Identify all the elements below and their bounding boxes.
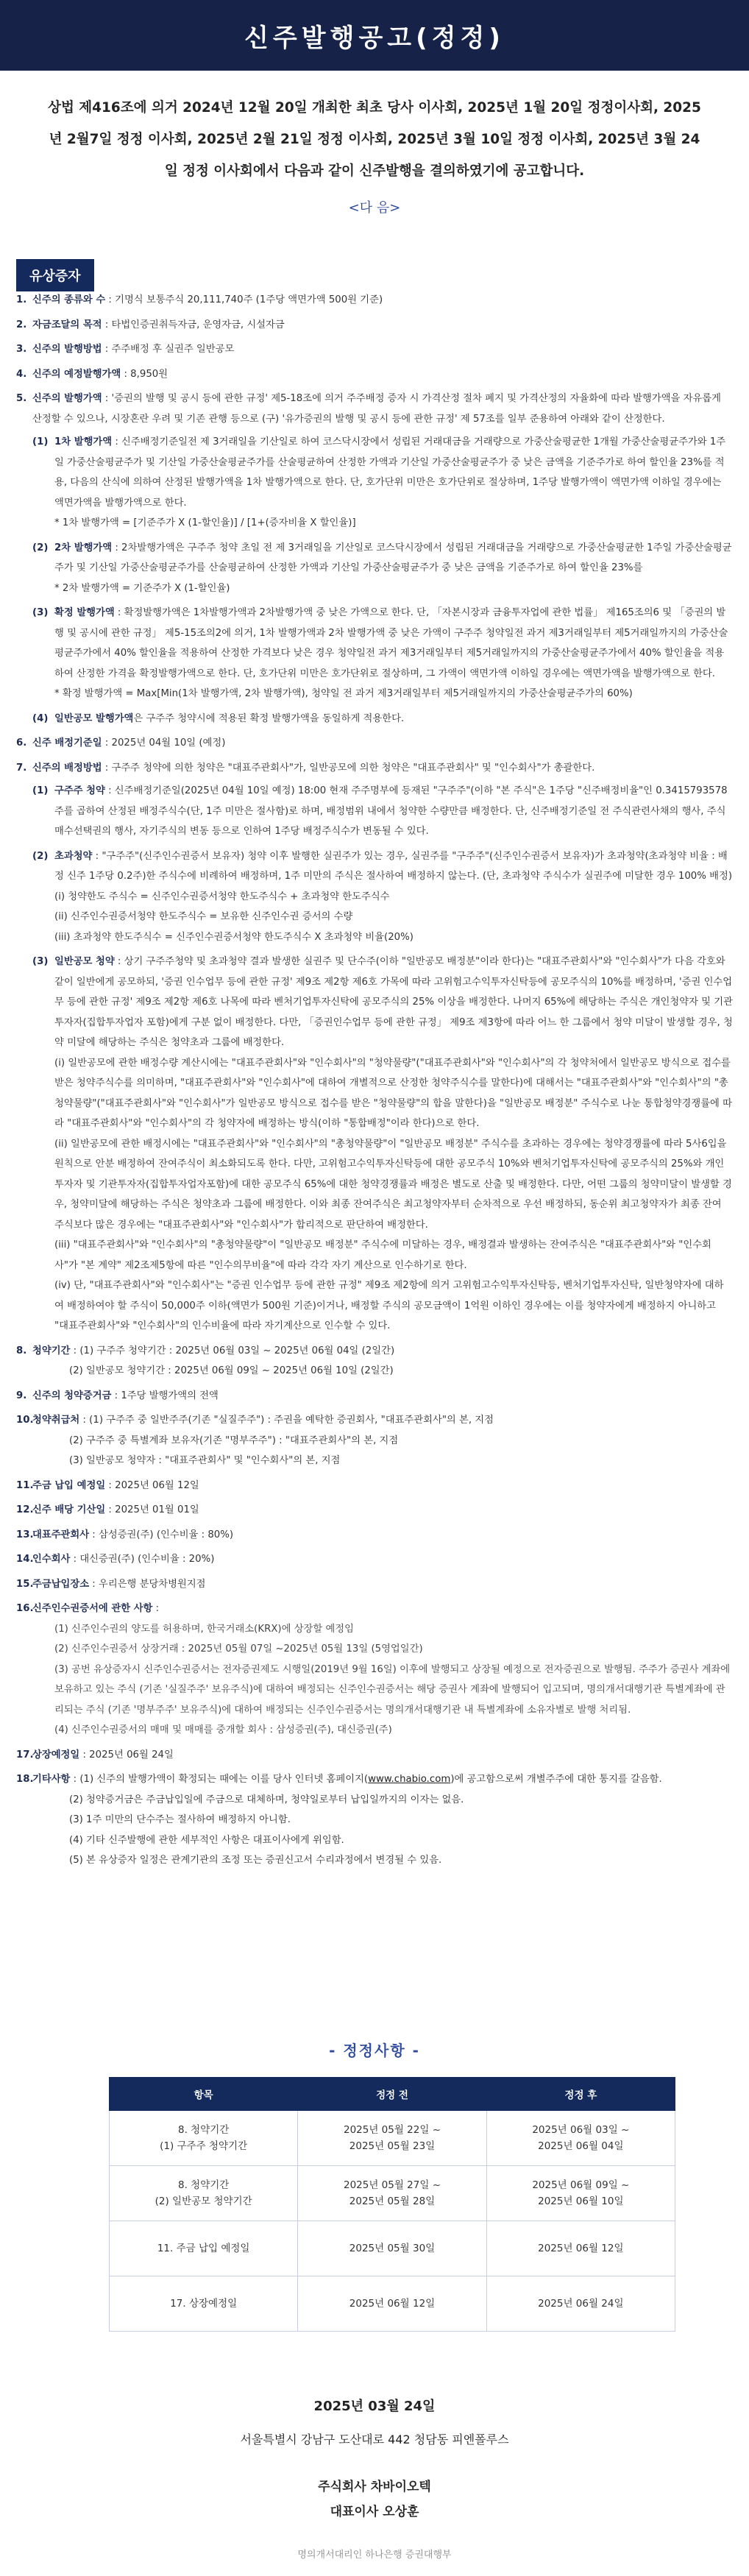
transfer-agent: 명의개서대리인 하나은행 증권대행부 [297,2550,452,2561]
item-7: 7. 신주의 배정방법 : 구주주 청약에 의한 청약은 "대표주관회사"가, 일반공모에 의한 청약은 "대표주관회사" 및 "인수회사"가 총괄한다. (1) 구주주 청약 : 신주배정기준일(2025년 04월 10일 예정) 18:00 현재 주주명부에 등재된 "구주주"(이하 "본 주식"은 1주당 "신주배정비율"인 0.3415793578주를 곱하여 산정된 배정주식수(단, 1주 미만은 절사함)로 하며, 배정범위 내에서 청약한 수량만큼 배정한다. 단, 신주배정기준일 전 주식관련사채의 행사, 주식매수선택권의 행사, 자기주식의 변동 등으로 인하여 1주당 배정주식수가 변동될 수 있다. (2) 초과청약 : "구주주"(신주인수권증서 보유자) 청약 이후 발행한 실권주가 있는 경우, 실권주를 "구주주"(신주인수권증서 보유자)가 초과청약(초과청약 비율 : 배정 신주 1주당 0.2주)한 주식수에 비례하여 배정하며, 1주 미만의 주식은 절사하여 배정하지 않는다. (단, 초과청약 주식수가 실권주에 미달한 경우 100% 배정) (i) 청약한도 주식수 = 신주인수권증서청약 한도주식수 + 초과청약 한도주식수 (ii) 신주인수권증서청약 한도주식수 = 보유한 신주인수권 증서의 수량 (iii) 초과청약 한도주식수 = 신주인수권증서청약 한도주식수 X 초과청약 비율(20%) (3) 일반공모 청약 : 상기 구주주청약 및 초과청약 결과 발생한 실권주 및 단수주(이하 "일반공모 배정분"이라 한다)는 "대표주관회사"와 "인수회사"가 다음 각호와 같이 일반에게 공모하되, '증권 인수업무 등에 관한 규정' 제9조 제2항 제6호 가목에 따라 고위험고수익투자신탁등에 공모주식의 10%를 배정하며, '증권 인수업무 등에 관한 규정' 제9조 제2항 제6호 나목에 따라 벤처기업투자신탁에 공모주식의 25% 이상을 배정한다. 나머지 65%에 해당하는 주식은 개인청약자 및 기관투자자(집합투자업자 포함)에게 구분 없이 배정한다. 다만, 「증권인수업무 등에 관한 규정」 제9조 제3항에 따라 어느 한 그룹에서 청약 미달이 발생할 경우, 청약 미달에 해당하는 주식은 청약초과 그룹에 배정한다. (i) 일반공모에 관한 배정수량 계산시에는 "대표주관회사"와 "인수회사"의 "청약물량"("대표주관회사"와 "인수회사"의 각 청약처에서 일반공모 방식으로 접수를 받은 청약주식수를 의미하며, "대표주관회사"와 "인수회사"에 대하여 개별적으로 산정한 청약주식수를 말한다)에 대해서는 "대표주관회사"와 "인수회사"의 "총청약물량"("대표주관회사"와 "인수회사"가 일반공모 방식으로 접수를 받은 "청약물량"의 합을 말한다)을 "일반공모 배정분" 주식수로 나눈 통합청약경쟁률에 따라 "대표주관회사"와 "인수회사"의 각 청약자에 배정하는 방식(이하 "통합배정"이라 한다)으로 한다. (ii) 일반공모에 관한 배정시에는 "대표주관회사"와 "인수회사"의 "총청약물량"이 "일반공모 배정분" 주식수를 초과하는 경우에는 청약경쟁률에 따라 5사6입을 원칙으로 안분 배정하여 잔여주식이 최소화되도록 한다. 다만, 고위험고수익투자신탁등에 대한 공모주식 10%와 벤처기업투자신탁에 공모주식의 25%와 개인투자자 및 기관투자자(집합투자업자포함)에 대한 공모주식 65%에 대한 청약경쟁률과 배정은 별도로 산출 및 배정한다. 다만, 어떤 그룹의 청약미달이 발생할 경우, 청약미달에 해당하는 주식은 청약초과 그룹에 배정한다. 이와 최종 잔여주식은 최고청약자부터 순차적으로 우선 배정하되, 동순위 최고청약자가 최종 잔여 주식보다 많은 경우에는 "대표주관회사"와 "인수회사"가 합리적으로 판단하여 배정한다. (iii) "대표주관회사"와 "인수회사"의 "총청약물량"이 "일반공모 배정분" 주식수에 미달하는 경우, 배정결과 발생하는 잔여주식은 "대표주관회사"와 "인수회사"가 "본 계약" 제2조제5항에 따른 "인수의무비율"에 따라 각각 자기 계산으로 인수하기로 한다. (iv) 단, "대표주관회사"와 "인수회사"는 "증권 인수업무 등에 관한 규정" 제9조 제2항에 의거 고위험고수익투자신탁등, 벤처기업투자신탁, 일반청약자에 대하여 배정하여야 할 주식이 50,000주 이하(액면가 500원 기준)이거나, 배정할 주식의 공모금액이 1억원 이하인 경우에는 이를 청약자에게 배정하지 아니하고 "대표주관회사"와 "인수회사"의 인수비율에 따라 자기계산으로 인수할 수 있다. [16,758,733,1337]
list-item: (2) 일반공모 청약기간 : 2025년 06월 09일 ~ 2025년 06월 10일 (2일간) [69,1365,394,1376]
header-after: 정정 후 [486,2078,675,2111]
cell-before: 2025년 06월 12일 [298,2276,486,2332]
item-4: 4. 신주의 예정발행가액 : 8,950원 [16,368,168,380]
cell-item: 8. 청약기간 (1) 구주주 청약기간 [110,2111,298,2166]
cell-after: 2025년 06월 09일 ~ 2025년 06월 10일 [486,2166,675,2221]
changes-title: - 정정사항 - [329,2042,420,2059]
list-item: (3) 공번 유상증자시 신주인수권증서는 전자증권제도 시행일(2019년 9월 16일) 이후에 발행되고 상장될 예정으로 전자증권으로 발행됨. 주주가 증권사 계좌에 보유하고 있는 주식 (기존 '실질주주' 보유주식)에 대하여 배정되는 신주인수권증서는 해당 증권사 계좌에 발행되어 입고되며, 명의개서대행기관 특별계좌에 관리되는 주식 (기존 '명부주주' 보유주식)에 대하여 배정되는 신주인수권증서는 명의개서대행기관 내 특별계좌에 소유자별로 발행 처리됨. [54,1663,731,1716]
table-row [110,2221,675,2276]
item-2: 2. 자금조달의 목적 : 타법인증권취득자금, 운영자금, 시설자금 [16,319,285,330]
list-item: (4) 기타 신주발행에 관한 세부적인 사항은 대표이사에게 위임함. [69,1834,344,1846]
title-banner [0,0,749,71]
list-item: (2) 구주주 중 특별계좌 보유자(기존 "명부주주") : "대표주관회사"의 본, 지점 [69,1434,399,1446]
cell-after: 2025년 06월 03일 ~ 2025년 06월 04일 [486,2111,675,2166]
section-badge: 유상증자 [16,259,94,291]
item-7-2: (2) 초과청약 : "구주주"(신주인수권증서 보유자) 청약 이후 발행한 실권주가 있는 경우, 실권주를 "구주주"(신주인수권증서 보유자)가 초과청약(초과청약 비율 : 배정 신주 1주당 0.2주)한 주식수에 비례하여 배정하며, 1주 미만의 주식은 절사하여 배정하지 않는다. (단, 초과청약 주식수가 실권주에 미달한 경우 100% 배정) (i) 청약한도 주식수 = 신주인수권증서청약 한도주식수 + 초과청약 한도주식수 (ii) 신주인수권증서청약 한도주식수 = 보유한 신주인수권 증서의 수량 (iii) 초과청약 한도주식수 = 신주인수권증서청약 한도주식수 X 초과청약 비율(20%) [32,846,733,948]
item-7-1: (1) 구주주 청약 : 신주배정기준일(2025년 04월 10일 예정) 18:00 현재 주주명부에 등재된 "구주주"(이하 "본 주식"은 1주당 "신주배정비율"인 0.3415793578주를 곱하여 산정된 배정주식수(단, 1주 미만은 절사함)로 하며, 배정범위 내에서 청약한 수량만큼 배정한다. 단, 신주배정기준일 전 주식관련사채의 행사, 주식매수선택권의 행사, 자기주식의 변동 등으로 인하여 1주당 배정주식수가 변동될 수 있다. [32,785,728,837]
company-address: 서울특별시 강남구 도산대로 442 청담동 피엔폴루스 [240,2432,509,2446]
dageum-label: <다 음> [348,200,401,216]
item-16: 16. 신주인수권증서에 관한 사항 : (1) 신주인수권의 양도를 허용하며, 한국거래소(KRX)에 상장할 예정임 (2) 신주인수권증서 상장거래 : 2025년 05월 07일 ~2025년 05월 13일 (5영업일간) (3) 공번 유상증자시 신주인수권증서는 전자증권제도 시행일(2019년 9월 16일) 이후에 발행되고 상장될 예정으로 전자증권으로 발행됨. 주주가 증권사 계좌에 보유하고 있는 주식 (기존 '실질주주' 보유주식)에 대하여 배정되는 신주인수권증서는 해당 증권사 계좌에 발행되어 입고되며, 명의개서대행기관 특별계좌에 관리되는 주식 (기존 '명부주주' 보유주식)에 대하여 배정되는 신주인수권증서는 명의개서대행기관 내 특별계좌에 소유자별로 발행 처리됨. (4) 신주인수권증서의 매매 및 매매를 중개할 회사 : 삼성증권(주), 대신증권(주) [16,1599,733,1741]
formula-2: * 2차 발행가액 = 기준주가 X (1-할인율) [54,582,230,594]
cell-before: 2025년 05월 27일 ~ 2025년 05월 28일 [298,2166,486,2221]
table-row [110,2166,675,2221]
list-item: (iv) 단, "대표주관회사"와 "인수회사"는 "증권 인수업무 등에 관한 규정" 제9조 제2항에 의거 고위험고수익투자신탁등, 벤처기업투자신탁, 일반청약자에 대하여 배정하여야 할 주식이 50,000주 이하(액면가 500원 기준)이거나, 배정할 주식의 공모금액이 1억원 이하인 경우에는 이를 청약자에게 배정하지 아니하고 "대표주관회사"와 "인수회사"의 인수비율에 따라 자기계산으로 인수할 수 있다. [54,1280,724,1331]
item-8: 8. 청약기간 : (1) 구주주 청약기간 : 2025년 06월 03일 ~ 2025년 06월 04일 (2일간) (2) 일반공모 청약기간 : 2025년 06월 09일 ~ 2025년 06월 10일 (2일간) [16,1341,733,1381]
cell-before: 2025년 05월 30일 [298,2221,486,2276]
item-6: 6. 신주 배정기준일 : 2025년 04월 10일 (예정) [16,737,226,749]
item-3: 3. 신주의 발행방법 : 주주배정 후 실권주 일반공모 [16,344,235,355]
list-item: (ii) 일반공모에 관한 배정시에는 "대표주관회사"와 "인수회사"의 "총청약물량"이 "일반공모 배정분" 주식수를 초과하는 경우에는 청약경쟁률에 따라 5사6입을 원칙으로 안분 배정하여 잔여주식이 최소화되도록 한다. 다만, 고위험고수익투자신탁등에 대한 공모주식 10%와 벤처기업투자신탁에 공모주식의 25%와 개인투자자 및 기관투자자(집합투자업자포함)에 대한 공모주식 65%에 대한 청약경쟁률과 배정은 별도로 산출 및 배정한다. 다만, 어떤 그룹의 청약미달이 발생할 경우, 청약미달에 해당하는 주식은 청약초과 그룹에 배정한다. 이와 최종 잔여주식은 최고청약자부터 순차적으로 우선 배정하되, 동순위 최고청약자가 최종 잔여 주식보다 많은 경우에는 "대표주관회사"와 "인수회사"가 합리적으로 판단하여 배정한다. [54,1138,732,1231]
list-item: (i) 일반공모에 관한 배정수량 계산시에는 "대표주관회사"와 "인수회사"의 "청약물량"("대표주관회사"와 "인수회사"의 각 청약처에서 일반공모 방식으로 접수를 받은 청약주식수를 의미하며, "대표주관회사"와 "인수회사"에 대하여 개별적으로 산정한 청약주식수를 말한다)에 대해서는 "대표주관회사"와 "인수회사"의 "총청약물량"("대표주관회사"와 "인수회사"가 일반공모 방식으로 접수를 받은 "청약물량"의 합을 말한다)을 "일반공모 배정분" 주식수로 나눈 통합청약경쟁률에 따라 "대표주관회사"와 "인수회사"의 각 청약자에 배정하는 방식(이하 "통합배정"이라 한다)으로 한다. [54,1057,732,1129]
cell-item: 17. 상장예정일 [110,2276,298,2332]
item-5: 5. 신주의 발행가액 : '증권의 발행 및 공시 등에 관한 규정' 제5-18조에 의거 주주배정 증자 시 가격산정 절차 폐지 및 가격산정의 자율화에 따라 발행가액을 자유롭게 산정할 수 있으나, 시장혼란 우려 및 기존 관행 등으로 (구) '유가증권의 발행 및 공시 등에 관한 규정' 제 57조를 일부 준용하여 아래와 같이 산정한다. (1) 1차 발행가액 : 신주배정기준일전 제 3거래일을 기산일로 하여 코스닥시장에서 성립된 거래대금을 거래량으로 가중산술평균한 1개월 가중산술평균주가와 1주일 가중산술평균주가 및 기산일 가중산술평균주가를 산술평균하여 산정한 가액과 기산일 가중산술평균주가 중 낮은 금액을 기준주가로 하여 할인율 23%를 적용, 다음의 산식에 의하여 산정된 발행가액을 1차 발행가액으로 한다. 단, 호가단위 미만은 호가단위로 절상하며, 1주당 발행가액이 액면가액 이하일 경우에는 액면가액을 발행가액으로 한다. * 1차 발행가액 = [기준주가 X (1-할인율)] / [1+(증자비율 X 할인율)] (2) 2차 발행가액 : 2차발행가액은 구주주 청약 초일 전 제 3거래일을 기산일로 코스닥시장에서 성립된 거래대금을 거래량으로 가중산술평균한 1주일 가중산술평균주가 및 기산일 가중산술평균주가를 산술평균하여 산정한 가액과 기산일 가중산술평균주가 중 낮은 금액을 기준주가로 하여 할인율 23%를 * 2차 발행가액 = 기준주가 X (1-할인율) (3) 확정 발행가액 : 확정발행가액은 1차발행가액과 2차발행가액 중 낮은 가액으로 한다. 단, 「자본시장과 금융투자업에 관한 법률」 제165조의6 및 「증권의 발행 및 공시에 관한 규정」 제5-15조의2에 의거, 1차 발행가액과 2차 발행가액 중 낮은 가액이 구주주 청약일전 과거 제3거래일부터 제5거래일까지의 가중산술평균주가에서 40% 할인율을 적용하여 산정한 가격보다 낮은 경우 청약일전 과거 제3거래일부터 제5거래일까지의 가중산술평균주가에서 40% 할인율을 적용하여 산정한 가격을 확정발행가액으로 한다. 단, 호가단위 미만은 호가단위로 절상하며, 그 가액이 액면가액 이하일 경우에는 액면가액을 발행가액으로 한다. * 확정 발행가액 = Max[Min(1차 발행가액, 2차 발행가액), 청약일 전 과거 제3거래일부터 제5거래일까지의 가중산술평균주가의 60%) (4) 일반공모 발행가액은 구주주 청약시에 적용된 확정 발행가액을 동일하게 적용한다. [16,389,733,729]
cell-before: 2025년 05월 22일 ~ 2025년 05월 23일 [298,2111,486,2166]
list-item: (2) 신주인수권증서 상장거래 : 2025년 05월 07일 ~2025년 05월 13일 (5영업일간) [54,1643,423,1655]
notice-body [16,290,733,1875]
item-5-4: (4) 일반공모 발행가액은 구주주 청약시에 적용된 확정 발행가액을 동일하게 적용한다. [32,712,405,724]
item-14: 14. 인수회사 : 대신증권(주) (인수비율 : 20%) [16,1554,215,1565]
item-10: 10. 청약취급처 : (1) 구주주 중 일반주주(기존 "실질주주") : 주권을 예탁한 증권회사, "대표주관회사"의 본, 지점 (2) 구주주 중 특별계좌 보유자(기존 "명부주주") : "대표주관회사"의 본, 지점 (3) 일반공모 청약자 : "대표주관회사" 및 "인수회사"의 본, 지점 [16,1410,733,1471]
company-name: 주식회사 차바이오텍 [318,2480,431,2494]
table-row [110,2111,675,2166]
item-5-2: (2) 2차 발행가액 : 2차발행가액은 구주주 청약 초일 전 제 3거래일을 기산일로 코스닥시장에서 성립된 거래대금을 거래량으로 가중산술평균한 1주일 가중산술평균주가 및 기산일 가중산술평균주가를 산술평균하여 산정한 가액과 기산일 가중산술평균주가 중 낮은 금액을 기준주가로 하여 할인율 23%를 * 2차 발행가액 = 기준주가 X (1-할인율) [32,538,733,599]
list-item: (i) 청약한도 주식수 = 신주인수권증서청약 한도주식수 + 초과청약 한도주식수 [54,891,390,902]
table-row [110,2276,675,2332]
list-item: (iii) 초과청약 한도주식수 = 신주인수권증서청약 한도주식수 X 초과청약 비율(20%) [54,931,413,943]
item-17: 17. 상장예정일 : 2025년 06월 24일 [16,1749,174,1761]
notice-date: 2025년 03월 24일 [313,2399,436,2414]
item-5-1: (1) 1차 발행가액 : 신주배정기준일전 제 3거래일을 기산일로 하여 코스닥시장에서 성립된 거래대금을 거래량으로 가중산술평균한 1개월 가중산술평균주가와 1주일 가중산술평균주가 및 기산일 가중산술평균주가를 산술평균하여 산정한 가액과 기산일 가중산술평균주가 중 낮은 금액을 기준주가로 하여 할인율 23%를 적용, 다음의 산식에 의하여 산정된 발행가액을 1차 발행가액으로 한다. 단, 호가단위 미만은 호가단위로 절상하며, 1주당 발행가액이 액면가액 이하일 경우에는 액면가액을 발행가액으로 한다. * 1차 발행가액 = [기준주가 X (1-할인율)] / [1+(증자비율 X 할인율)] [32,432,733,534]
formula-3: * 확정 발행가액 = Max[Min(1차 발행가액, 2차 발행가액), 청약일 전 과거 제3거래일부터 제5거래일까지의 가중산술평균주가의 60%) [54,688,633,699]
header-item: 항목 [110,2078,298,2111]
cell-item: 8. 청약기간 (2) 일반공모 청약기간 [110,2166,298,2221]
page-title: 신주발행공고(정정) [244,23,505,53]
list-item: (4) 신주인수권증서의 매매 및 매매를 중개할 회사 : 삼성증권(주), 대신증권(주) [54,1724,392,1735]
list-item: (1) 신주인수권의 양도를 허용하며, 한국거래소(KRX)에 상장할 예정임 [54,1623,354,1635]
item-12: 12. 신주 배당 기산일 : 2025년 01월 01일 [16,1504,199,1515]
intro-paragraph: 상법 제416조에 의거 2024년 12월 20일 개최한 최초 당사 이사회, 2025년 1월 20일 정정이사회, 2025년 2월7일 정정 이사회, 2025년 2월 21일 정정 이사회, 2025년 3월 10일 정정 이사회, 2025년 3월 24일 정정 이사회에서 다음과 같이 신주발행을 결의하였기에 공고합니다. [48,100,701,179]
item-5-3: (3) 확정 발행가액 : 확정발행가액은 1차발행가액과 2차발행가액 중 낮은 가액으로 한다. 단, 「자본시장과 금융투자업에 관한 법률」 제165조의6 및 「증권의 발행 및 공시에 관한 규정」 제5-15조의2에 의거, 1차 발행가액과 2차 발행가액 중 낮은 가액이 구주주 청약일전 과거 제3거래일부터 제5거래일까지의 가중산술평균주가에서 40% 할인율을 적용하여 산정한 가격보다 낮은 경우 청약일전 과거 제3거래일부터 제5거래일까지의 가중산술평균주가에서 40% 할인율을 적용하여 산정한 가격을 확정발행가액으로 한다. 단, 호가단위 미만은 호가단위로 절상하며, 그 가액이 액면가액 이하일 경우에는 액면가액을 발행가액으로 한다. * 확정 발행가액 = Max[Min(1차 발행가액, 2차 발행가액), 청약일 전 과거 제3거래일부터 제5거래일까지의 가중산술평균주가의 60%) [32,603,733,704]
cell-item: 11. 주금 납입 예정일 [110,2221,298,2276]
cell-after: 2025년 06월 12일 [486,2221,675,2276]
list-item: (3) 1주 미만의 단수주는 절사하여 배정하지 아니함. [69,1814,291,1825]
list-item: (iii) "대표주관회사"와 "인수회사"의 "총청약물량"이 "일반공모 배정분" 주식수에 미달하는 경우, 배정결과 발생하는 잔여주식은 "대표주관회사"와 "인수회사"가 "본 계약" 제2조제5항에 따른 "인수의무비율"에 따라 각각 자기 계산으로 인수하기로 한다. [54,1239,711,1271]
item-15: 15. 주금납입장소 : 우리은행 분당차병원지점 [16,1578,206,1590]
cell-after: 2025년 06월 24일 [486,2276,675,2332]
item-18: 18. 기타사항 : (1) 신주의 발행가액이 확정되는 때에는 이를 당사 인터넷 홈페이지(www.chabio.com)에 공고함으로써 개별주주에 대한 통지를 갈음함. (2) 청약증거금은 주금납입일에 주금으로 대체하며, 청약일로부터 납입일까지의 이자는 없음. (3) 1주 미만의 단수주는 절사하여 배정하지 아니함. (4) 기타 신주발행에 관한 세부적인 사항은 대표이사에게 위임함. (5) 본 유상증자 일정은 관계기관의 조정 또는 증권신고서 수리과정에서 변경될 수 있음. [16,1769,733,1871]
changes-table [109,2077,675,2332]
item-13: 13. 대표주관회사 : 삼성증권(주) (인수비율 : 80%) [16,1529,234,1540]
ceo-name: 대표이사 오상훈 [330,2505,419,2519]
list-item: (5) 본 유상증자 일정은 관계기관의 조정 또는 증권신고서 수리과정에서 변경될 수 있음. [69,1855,442,1866]
table-header-row [110,2078,675,2111]
item-1: 1. 신주의 종류와 수 : 기명식 보통주식 20,111,740주 (1주당 액면가액 500원 기준) [16,294,383,305]
list-item: (ii) 신주인수권증서청약 한도주식수 = 보유한 신주인수권 증서의 수량 [54,911,353,922]
formula-1: * 1차 발행가액 = [기준주가 X (1-할인율)] / [1+(증자비율 X 할인율)] [54,517,356,528]
header-before: 정정 전 [298,2078,486,2111]
homepage-link[interactable]: www.chabio.com [368,1774,451,1785]
item-11: 11. 주금 납입 예정일 : 2025년 06월 12일 [16,1479,199,1491]
list-item: (2) 청약증거금은 주금납입일에 주금으로 대체하며, 청약일로부터 납입일까지의 이자는 없음. [69,1794,464,1805]
list-item: (3) 일반공모 청약자 : "대표주관회사" 및 "인수회사"의 본, 지점 [69,1455,341,1466]
item-9: 9. 신주의 청약증거금 : 1주당 발행가액의 전액 [16,1390,219,1401]
item-7-3: (3) 일반공모 청약 : 상기 구주주청약 및 초과청약 결과 발생한 실권주 및 단수주(이하 "일반공모 배정분"이라 한다)는 "대표주관회사"와 "인수회사"가 다음 각호와 같이 일반에게 공모하되, '증권 인수업무 등에 관한 규정' 제9조 제2항 제6호 가목에 따라 고위험고수익투자신탁등에 공모주식의 10%를 배정하며, '증권 인수업무 등에 관한 규정' 제9조 제2항 제6호 나목에 따라 벤처기업투자신탁에 공모주식의 25% 이상을 배정한다. 나머지 65%에 해당하는 주식은 개인청약자 및 기관투자자(집합투자업자 포함)에게 구분 없이 배정한다. 다만, 「증권인수업무 등에 관한 규정」 제9조 제3항에 따라 어느 한 그룹에서 청약 미달이 발생할 경우, 청약 미달에 해당하는 주식은 청약초과 그룹에 배정한다. (i) 일반공모에 관한 배정수량 계산시에는 "대표주관회사"와 "인수회사"의 "청약물량"("대표주관회사"와 "인수회사"의 각 청약처에서 일반공모 방식으로 접수를 받은 청약주식수를 의미하며, "대표주관회사"와 "인수회사"에 대하여 개별적으로 산정한 청약주식수를 말한다)에 대해서는 "대표주관회사"와 "인수회사"의 "총청약물량"("대표주관회사"와 "인수회사"가 일반공모 방식으로 접수를 받은 "청약물량"의 합을 말한다)을 "일반공모 배정분" 주식수로 나눈 통합청약경쟁률에 따라 "대표주관회사"와 "인수회사"의 각 청약자에 배정하는 방식(이하 "통합배정"이라 한다)으로 한다. (ii) 일반공모에 관한 배정시에는 "대표주관회사"와 "인수회사"의 "총청약물량"이 "일반공모 배정분" 주식수를 초과하는 경우에는 청약경쟁률에 따라 5사6입을 원칙으로 안분 배정하여 잔여주식이 최소화되도록 한다. 다만, 고위험고수익투자신탁등에 대한 공모주식 10%와 벤처기업투자신탁에 공모주식의 25%와 개인투자자 및 기관투자자(집합투자업자포함)에 대한 공모주식 65%에 대한 청약경쟁률과 배정은 별도로 산출 및 배정한다. 다만, 어떤 그룹의 청약미달이 발생할 경우, 청약미달에 해당하는 주식은 청약초과 그룹에 배정한다. 이와 최종 잔여주식은 최고청약자부터 순차적으로 우선 배정하되, 동순위 최고청약자가 최종 잔여 주식보다 많은 경우에는 "대표주관회사"와 "인수회사"가 합리적으로 판단하여 배정한다. (iii) "대표주관회사"와 "인수회사"의 "총청약물량"이 "일반공모 배정분" 주식수에 미달하는 경우, 배정결과 발생하는 잔여주식은 "대표주관회사"와 "인수회사"가 "본 계약" 제2조제5항에 따른 "인수의무비율"에 따라 각각 자기 계산으로 인수하기로 한다. (iv) 단, "대표주관회사"와 "인수회사"는 "증권 인수업무 등에 관한 규정" 제9조 제2항에 의거 고위험고수익투자신탁등, 벤처기업투자신탁, 일반청약자에 대하여 배정하여야 할 주식이 50,000주 이하(액면가 500원 기준)이거나, 배정할 주식의 공모금액이 1억원 이하인 경우에는 이를 청약자에게 배정하지 아니하고 "대표주관회사"와 "인수회사"의 인수비율에 따라 자기계산으로 인수할 수 있다. [32,952,733,1337]
